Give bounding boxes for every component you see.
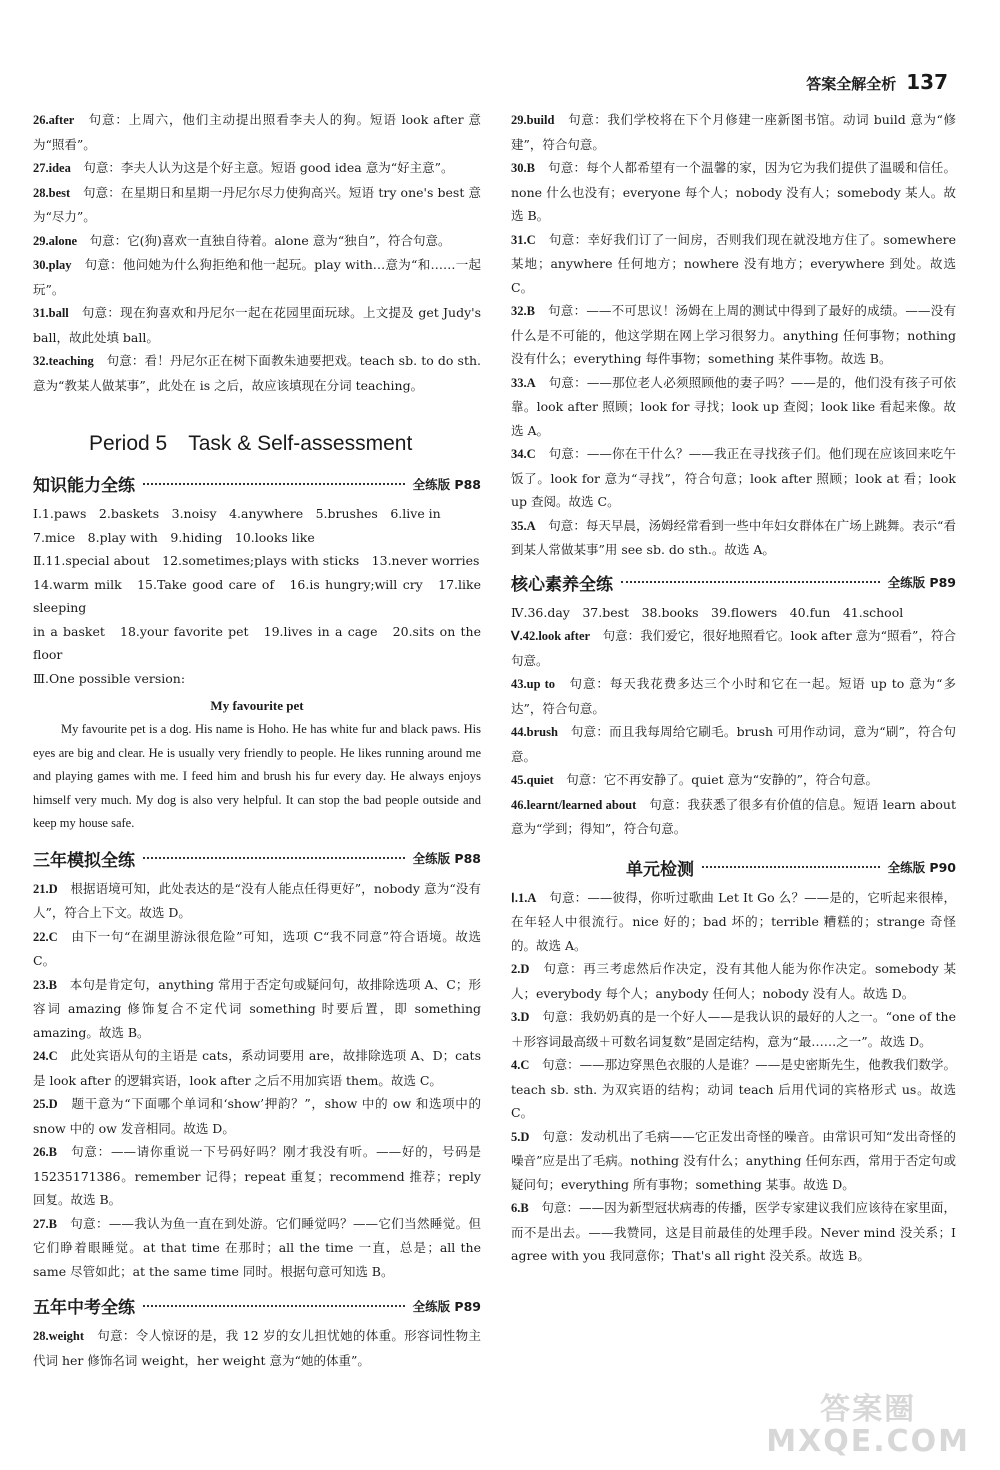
answer-line: in a basket 18.your favorite pet 19.lives in a cage 20.sits on the floor: [33, 623, 481, 662]
dotted-leader: [621, 581, 880, 583]
answer-explanation: 句意：发动机出了毛病——它正发出奇怪的噪音。由常识可知“发出奇怪的噪音”应是出了毛病。nothing 没有什么；anything 任何东西，常用于否定句或疑问句；everything 所有事物；something 某事。故选 D。: [511, 1128, 956, 1192]
knowledge-answers: [33, 502, 481, 690]
answer-number: 21.D: [33, 881, 58, 896]
answer-list-left-top: [33, 108, 481, 397]
answer-number: 27.idea: [33, 161, 71, 175]
section-ref: 全练版 P90: [887, 860, 956, 875]
answer-item: [33, 973, 481, 1045]
dotted-leader: [143, 1305, 405, 1307]
answer-item: [33, 1044, 481, 1092]
section-five-year: [33, 1293, 481, 1318]
page-number: 137: [906, 70, 948, 94]
answer-item: [33, 1212, 481, 1284]
section-ref: 全练版 P89: [412, 1298, 481, 1314]
period-title: Period 5 Task & Self-assessment: [89, 432, 413, 455]
answer-explanation: 题干意为“下面哪个单词和‘show’押韵？”，show 中的 ow 和选项中的 snow 中的 ow 发音相同。故选 D。: [33, 1096, 481, 1136]
answer-number: 5.D: [511, 1129, 530, 1144]
answer-item: [511, 1125, 956, 1197]
answer-item: [33, 181, 481, 229]
section-core: [511, 570, 956, 595]
answer-explanation: 句意：——你在干什么？——我正在寻找孩子们。他们现在应该回来吃午饭了。look for 意为“寻找”，符合句意；look after 照顾；look at 看；look up 查阅。故选 C。: [511, 446, 956, 509]
answer-number: 31.ball: [33, 306, 69, 320]
answer-number: Ⅰ.1.A: [511, 890, 537, 905]
answer-item: [511, 1005, 956, 1053]
answer-explanation: 本句是肯定句，anything 常用于否定句或疑问句，故排除选项 A、C；形容词 amazing 修饰复合不定代词 something 时要后置，即 something amazing。故选 B。: [33, 976, 481, 1040]
answer-number: 6.B: [511, 1201, 529, 1215]
answer-item: [511, 514, 956, 562]
answer-explanation: 句意：——我认为鱼一直在到处游。它们睡觉吗？——它们当然睡觉。但它们睁着眼睡觉。at that time 在那时；all the time 一直，总是；all the same 尽管如此；at the same time 同时。根据句意可知选 B。: [33, 1215, 481, 1279]
answer-number: 24.C: [33, 1049, 58, 1063]
watermark-logo: 答案圈 MXQE.COM: [766, 1392, 970, 1459]
answer-item: [511, 793, 956, 841]
section-title: 单元检测: [626, 859, 694, 880]
core-answer-line: Ⅳ.36.day 37.best 38.books 39.flowers 40.fun 41.school: [511, 604, 904, 620]
answer-number: 30.play: [33, 258, 72, 272]
answer-explanation: 句意：——彼得，你听过歌曲 Let It Go 么？——是的，它听起来很棒，在年轻人中很流行。nice 好的；bad 坏的；terrible 糟糕的；strange 奇怪的。故选 A。: [511, 889, 956, 953]
answer-explanation: 句意：我们爱它，很好地照看它。look after 意为“照看”，符合句意。: [511, 628, 956, 668]
unit-answers: [511, 886, 956, 1268]
answer-item: [33, 877, 481, 925]
answer-number: 25.D: [33, 1097, 58, 1111]
answer-explanation: 此处宾语从句的主语是 cats，系动词要用 are，故排除选项 A、D；cats 是 look after 的逻辑宾语，look after 之后不用加宾语 them。故选 C。: [33, 1048, 481, 1088]
section-title: 知识能力全练: [33, 476, 135, 496]
answer-number: 23.B: [33, 977, 57, 992]
answer-number: 43.up to: [511, 677, 556, 691]
answer-item: [33, 349, 481, 397]
section-title: 核心素养全练: [511, 574, 613, 595]
essay-body: My favourite pet is a dog. His name is Hoho. He has white fur and black paws. His eyes are big and clear. He is usually very friendly to people. He likes running around me and playing games with me. I feed him and brush his fur every day. He always enjoys himself very much. My dog is also very helpful. It can stop the bad people outside and keep my house safe.: [33, 722, 481, 830]
answer-list-right-top: [511, 108, 956, 562]
answer-line: Ⅲ.One possible version:: [33, 670, 186, 686]
answer-explanation: 句意：现在狗喜欢和丹尼尔一起在花园里面玩球。上文提及 get Judy's ball，故此处填 ball。: [33, 305, 481, 345]
answer-explanation: 句意：我奶奶真的是一个好人——是我认识的最好的人之一。“one of the＋形容词最高级＋可数名词复数”是固定结构，意为“最……之一”。故选 D。: [511, 1009, 956, 1049]
answer-explanation: 句意：我们学校将在下个月修建一座新图书馆。动词 build 意为“修建”，符合句意。: [511, 112, 956, 152]
left-column: [33, 108, 481, 1372]
answer-number: 4.C: [511, 1058, 530, 1072]
answer-number: 28.best: [33, 185, 71, 200]
answer-explanation: 句意：——那边穿黑色衣服的人是谁？——是史密斯先生，他教我们数学。teach sb. sth. 为双宾语的结构；动词 teach 后用代词的宾格形式 us。故选 C。: [511, 1057, 956, 1120]
answer-item: [511, 886, 956, 958]
three-year-answers: [33, 877, 481, 1284]
answer-number: 44.brush: [511, 725, 558, 739]
answer-explanation: 句意：令人惊讶的是，我 12 岁的女儿担忧她的体重。形容词性物主代词 her 修饰名词 weight，her weight 意为“她的体重”。: [33, 1328, 481, 1368]
section-ref: 全练版 P88: [412, 851, 481, 866]
answer-line: Ⅰ.1.paws 2.baskets 3.noisy 4.anywhere 5.brushes 6.live in: [33, 506, 441, 521]
answer-number: 33.A: [511, 375, 536, 390]
answer-item: [33, 108, 481, 156]
answer-item: [511, 768, 956, 793]
section-ref: 全练版 P88: [412, 476, 481, 492]
section-title: 五年中考全练: [33, 1298, 135, 1318]
answer-item: [511, 1053, 956, 1125]
answer-explanation: 句意：——那位老人必须照顾他的妻子吗？——是的，他们没有孩子可依靠。look after 照顾；look for 寻找；look up 查阅；look like 看起来像。故选 A。: [511, 374, 956, 438]
answer-explanation: 根据语境可知，此处表达的是“没有人能点任得更好”，nobody 意为“没有人”，符合上下文。故选 D。: [33, 880, 481, 920]
answer-explanation: 句意：——请你重说一下号码好吗？刚才我没有听。——好的，号码是 15235171386。remember 记得；repeat 重复；recommend 推荐；reply 回复。故选 B。: [33, 1144, 481, 1207]
right-column: [511, 108, 956, 1268]
answer-number: 29.alone: [33, 233, 78, 248]
essay-title: My favourite pet: [210, 698, 304, 713]
answer-item: [511, 720, 956, 768]
answer-item: [33, 925, 481, 973]
answer-number: 29.build: [511, 113, 555, 127]
answer-explanation: 句意：上周六，他们主动提出照看李夫人的狗。短语 look after 意为“照看”。: [33, 112, 481, 152]
answer-item: [33, 229, 481, 254]
answer-item: [33, 301, 481, 349]
answer-item: [511, 957, 956, 1005]
answer-item: [511, 1196, 956, 1268]
answer-explanation: 句意：再三考虑然后作决定，没有其他人能为你作决定。somebody 某人；everybody 每个人；anybody 任何人；nobody 没有人。故选 D。: [511, 961, 956, 1001]
dotted-leader: [143, 857, 405, 859]
answer-item: [511, 299, 956, 371]
five-year-answers: [33, 1324, 481, 1372]
answer-item: [511, 156, 956, 228]
page-header: [806, 70, 948, 94]
answer-number: 32.teaching: [33, 354, 94, 368]
answer-line: Ⅱ.11.special about 12.sometimes;plays with sticks 13.never worries: [33, 553, 480, 568]
answer-number: 45.quiet: [511, 773, 554, 787]
answer-explanation: 句意：每天我花费多达三个小时和它在一起。短语 up to 意为“多达”，符合句意。: [511, 676, 956, 716]
answer-explanation: 句意：幸好我们订了一间房，否则我们现在就没地方住了。somewhere 某地；anywhere 任何地方；nowhere 没有地方；everywhere 到处。故选 C。: [511, 231, 956, 295]
dotted-leader: [702, 866, 880, 868]
answer-item: [511, 371, 956, 443]
answer-number: 31.C: [511, 232, 536, 247]
header-title: 答案全解全析: [806, 75, 897, 93]
answer-number: 35.A: [511, 518, 536, 533]
answer-explanation: 句意：李夫人认为这是个好主意。短语 good idea 意为“好主意”。: [83, 160, 454, 175]
section-three-year: [33, 846, 481, 871]
section-title: 三年模拟全练: [33, 850, 135, 871]
answer-explanation: 由下一句“在湖里游泳很危险”可知，选项 C“我不同意”符合语境。故选 C。: [33, 928, 481, 968]
answer-line: 14.warm milk 15.Take good care of 16.is hungry;will cry 17.like sleeping: [33, 576, 481, 615]
answer-number: 2.D: [511, 962, 530, 976]
answer-explanation: 句意：——因为新型冠状病毒的传播，医学专家建议我们应该待在家里面，而不是出去。——我赞同，这是目前最佳的处理手段。Never mind 没关系；I agree with you 我同意你；That's all right 没关系。故选 B。: [511, 1200, 956, 1263]
answer-number: 27.B: [33, 1216, 57, 1231]
answer-explanation: 句意：每个人都希望有一个温馨的家，因为它为我们提供了温暖和信任。none 什么也没有；everyone 每个人；nobody 没有人；somebody 某人。故选 B。: [511, 160, 956, 223]
answer-explanation: 句意：它(狗)喜欢一直独自待着。alone 意为“独自”，符合句意。: [89, 232, 451, 248]
section-ref: 全练版 P89: [887, 575, 956, 590]
answer-item: [33, 156, 481, 181]
answer-number: 26.after: [33, 113, 75, 127]
answer-number: 22.C: [33, 929, 58, 944]
answer-explanation: 句意：我获悉了很多有价值的信息。短语 learn about 意为“学到；得知”，符合句意。: [511, 796, 957, 836]
answer-number: 3.D: [511, 1010, 530, 1024]
answer-explanation: 句意：他问她为什么狗拒绝和他一起玩。play with…意为“和……一起玩”。: [33, 257, 481, 297]
answer-explanation: 句意：每天早晨，汤姆经常看到一些中年妇女群体在广场上跳舞。表示“看到某人常做某事”用 see sb. do sth.。故选 A。: [511, 517, 956, 557]
answer-item: [33, 253, 481, 301]
answer-item: [511, 228, 956, 300]
answer-number: 46.learnt/learned about: [511, 797, 637, 812]
answer-explanation: 句意：它不再安静了。quiet 意为“安静的”，符合句意。: [566, 772, 878, 787]
answer-item: [511, 672, 956, 720]
dotted-leader: [143, 483, 405, 485]
answer-item: [511, 442, 956, 514]
core-answers: [511, 624, 956, 841]
section-knowledge: [33, 471, 481, 496]
answer-explanation: 句意：而且我每周给它刷毛。brush 可用作动词，意为“刷”，符合句意。: [511, 724, 956, 764]
answer-number: Ⅴ.42.look after: [511, 629, 591, 643]
answer-explanation: 句意：在星期日和星期一丹尼尔尽力使狗高兴。短语 try one's best 意为“尽力”。: [33, 184, 481, 224]
answer-number: 34.C: [511, 447, 536, 461]
answer-number: 28.weight: [33, 1329, 85, 1343]
answer-line: 7.mice 8.play with 9.hiding 10.looks like: [33, 529, 315, 545]
answer-item: [33, 1324, 481, 1372]
answer-item: [511, 624, 956, 672]
answer-number: 32.B: [511, 304, 535, 318]
answer-number: 30.B: [511, 161, 535, 175]
answer-item: [33, 1140, 481, 1212]
section-unit: [511, 855, 956, 880]
answer-item: [33, 1092, 481, 1140]
answer-explanation: 句意：看！丹尼尔正在树下面教朱迪要把戏。teach sb. to do sth. 意为“教某人做某事”，此处在 is 之后，故应该填现在分词 teaching。: [33, 353, 481, 393]
answer-explanation: 句意：——不可思议！汤姆在上周的测试中得到了最好的成绩。——没有什么是不可能的，他这学期在网上学习很努力。anything 任何事物；nothing 没有什么；everything 每件事物；something 某件事物。故选 B。: [511, 303, 956, 366]
answer-item: [511, 108, 956, 156]
answer-number: 26.B: [33, 1145, 57, 1159]
